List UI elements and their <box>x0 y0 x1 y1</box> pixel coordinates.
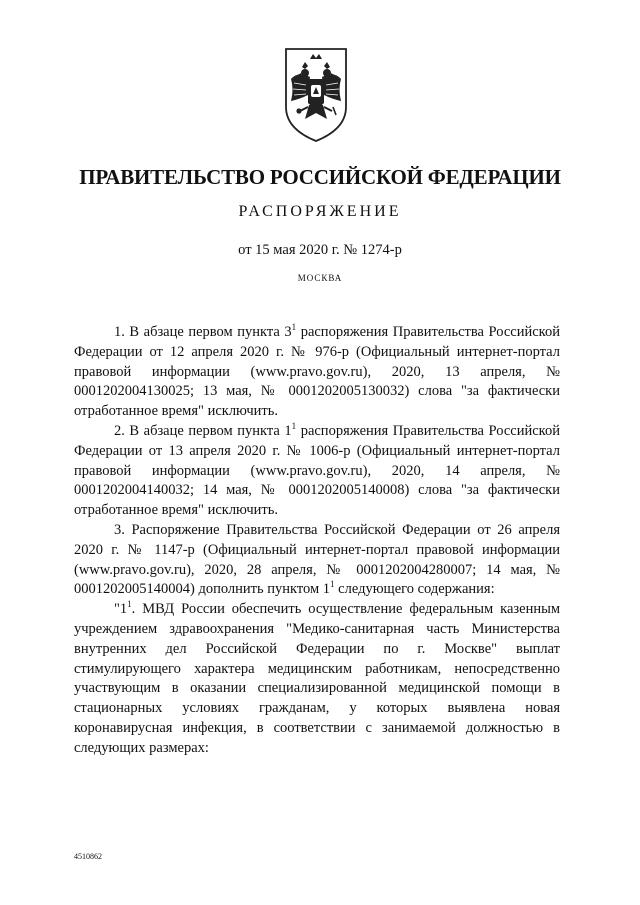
document-body <box>74 323 560 759</box>
document-type: РАСПОРЯЖЕНИЕ <box>238 203 402 220</box>
government-title: ПРАВИТЕЛЬСТВО РОССИЙСКОЙ ФЕДЕРАЦИИ <box>79 165 561 189</box>
document-date-number: от 15 мая 2020 г. № 1274-р <box>238 242 402 258</box>
document-city: МОСКВА <box>297 273 343 283</box>
paragraph-1: 1. В абзаце первом пункта $3^1$ распоряжения Правительства Российской Федерации от 12 апреля 2020 г. № 976-р (Официальный интернет-портал правовой информации (www.pravo.gov.ru), 2020, 13 апреля, № 0001202004130025; 13 мая, № 0001202005130032) слова "за фактически отработанное время" исключить. <box>74 322 560 420</box>
document-code: 4510862 <box>74 852 102 861</box>
paragraph-4: "$1^1$. МВД России обеспечить осуществление федеральным казенным учреждением здравоохранения "Медико-санитарная часть Министерства внутренних дел Российской Федерации по г. Москве" выплат стимулирующего характера медицинским работникам, непосредственно участвующим в оказании специализированной медицинской помощи в стационарных условиях гражданам, у которых выявлена новая коронавирусная инфекция, в соответствии с занимаемой должностью в следующих размерах: <box>74 599 560 756</box>
paragraph-2: 2. В абзаце первом пункта $1^1$ распоряжения Правительства Российской Федерации от 13 апреля 2020 г. № 1006-р (Официальный интернет-портал правовой информации (www.pravo.gov.ru), 2020, 14 апреля, № 0001202004140032; 14 мая, № 0001202005140008) слова "за фактически отработанное время" исключить. <box>74 421 560 519</box>
russian-coat-of-arms-icon <box>272 45 360 145</box>
paragraph-3: 3. Распоряжение Правительства Российской Федерации от 26 апреля 2020 г. № 1147-р (Официальный интернет-портал правовой информации (www.pravo.gov.ru), 2020, 28 апреля, № 0001202004280007; 14 мая, № 0001202005140004) дополнить пунктом $1^1$ следующего содержания: <box>74 521 560 598</box>
